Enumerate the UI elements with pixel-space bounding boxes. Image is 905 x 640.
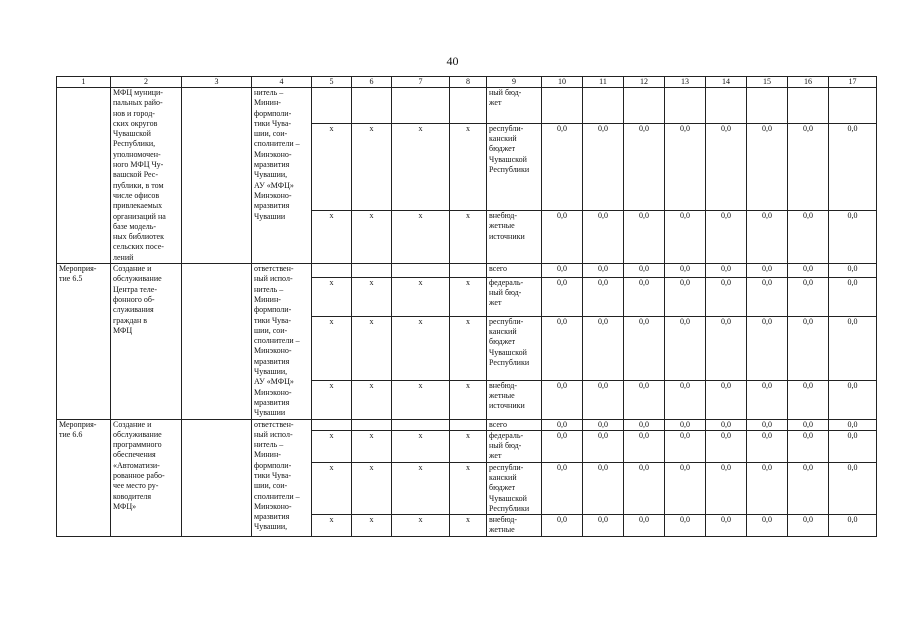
- column-header: 3: [182, 77, 252, 88]
- funding-source-cell-line: бюджет: [489, 483, 516, 493]
- funding-source-cell-line: жетные: [489, 525, 515, 535]
- funding-source-cell-line: Чувашской: [489, 493, 527, 503]
- executor-cell-line: нитель –: [254, 284, 284, 294]
- funding-source-cell-line: бюджет: [489, 337, 516, 347]
- amount-cell: [542, 88, 583, 124]
- funding-source-cell-line: канский: [489, 472, 517, 482]
- code-mark-cell: x: [450, 462, 487, 514]
- code-mark-cell: x: [352, 515, 392, 537]
- amount-cell: 0,0: [829, 380, 877, 419]
- code-mark-cell: x: [450, 316, 487, 380]
- code-mark-cell: x: [392, 515, 450, 537]
- code-mark-cell: x: [450, 277, 487, 316]
- executor-cell-line: Минин-: [254, 450, 281, 460]
- column-header: 1: [57, 77, 111, 88]
- activity-name-cell-line: обслуживание: [113, 274, 162, 284]
- amount-cell: 0,0: [624, 316, 665, 380]
- executor-cell: [252, 88, 312, 264]
- amount-cell: 0,0: [747, 277, 788, 316]
- header-row: [57, 77, 877, 88]
- funding-source-cell-line: внебюд-: [489, 380, 517, 390]
- activity-name-cell-line: уполномочен-: [113, 149, 161, 159]
- column-header: 15: [747, 77, 788, 88]
- activity-name-cell: [111, 419, 182, 536]
- code-mark-cell: x: [352, 316, 392, 380]
- executor-cell-line: шии, сои-: [254, 129, 288, 139]
- column-header: 11: [583, 77, 624, 88]
- table-row: [57, 264, 877, 278]
- code-mark-cell: x: [312, 380, 352, 419]
- executor-cell: [252, 419, 312, 536]
- amount-cell: 0,0: [788, 211, 829, 264]
- column-header: 5: [312, 77, 352, 88]
- amount-cell: 0,0: [747, 419, 788, 430]
- activity-name-cell-line: ководителя: [113, 491, 152, 501]
- amount-cell: 0,0: [542, 430, 583, 462]
- executor-cell-line: шии, сои-: [254, 325, 288, 335]
- executor-cell-line: мразвития: [254, 201, 290, 211]
- executor-cell-line: нитель –: [254, 440, 284, 450]
- activity-name-cell-line: лений: [113, 252, 134, 262]
- code-mark-cell: x: [392, 462, 450, 514]
- amount-cell: 0,0: [747, 430, 788, 462]
- amount-cell: 0,0: [747, 380, 788, 419]
- funding-source-cell-line: федераль-: [489, 277, 524, 287]
- table-row: [57, 88, 877, 124]
- executor-cell-line: АУ «МФЦ»: [254, 180, 294, 190]
- code-mark-cell: [352, 264, 392, 278]
- amount-cell: 0,0: [583, 462, 624, 514]
- amount-cell: 0,0: [583, 264, 624, 278]
- executor-cell-line: шии, сои-: [254, 481, 288, 491]
- amount-cell: 0,0: [788, 277, 829, 316]
- column-header: 10: [542, 77, 583, 88]
- amount-cell: 0,0: [542, 380, 583, 419]
- code-mark-cell: x: [392, 316, 450, 380]
- funding-source-cell-line: бюджет: [489, 144, 516, 154]
- executor-cell-line: Чувашии: [254, 211, 286, 221]
- empty-cell: [182, 88, 252, 264]
- amount-cell: 0,0: [542, 462, 583, 514]
- code-mark-cell: x: [352, 380, 392, 419]
- amount-cell: 0,0: [706, 123, 747, 210]
- executor-cell-line: Минин-: [254, 98, 281, 108]
- amount-cell: 0,0: [706, 264, 747, 278]
- amount-cell: 0,0: [542, 123, 583, 210]
- activity-name-cell-line: Республики,: [113, 139, 156, 149]
- column-header: 16: [788, 77, 829, 88]
- amount-cell: 0,0: [624, 419, 665, 430]
- activity-name-cell-line: организаций на: [113, 211, 166, 221]
- amount-cell: 0,0: [829, 316, 877, 380]
- amount-cell: 0,0: [829, 419, 877, 430]
- column-header: 7: [392, 77, 450, 88]
- code-mark-cell: [312, 264, 352, 278]
- funding-source-cell: [487, 515, 542, 537]
- column-header: 14: [706, 77, 747, 88]
- code-mark-cell: [450, 88, 487, 124]
- amount-cell: 0,0: [542, 419, 583, 430]
- funding-source-cell: [487, 419, 542, 430]
- activity-name-cell-line: ских округов: [113, 118, 158, 128]
- amount-cell: [583, 88, 624, 124]
- activity-name-cell-line: нов и город-: [113, 108, 155, 118]
- funding-source-cell-line: ный бюд-: [489, 441, 522, 451]
- amount-cell: 0,0: [665, 380, 706, 419]
- funding-source-cell: [487, 264, 542, 278]
- activity-name-cell-line: программного: [113, 440, 162, 450]
- executor-cell-line: ответствен-: [254, 419, 294, 429]
- funding-source-cell-line: республи-: [489, 462, 524, 472]
- executor-cell-line: формполи-: [254, 460, 292, 470]
- executor-cell-line: формполи-: [254, 305, 292, 315]
- activity-name-cell-line: сельских посе-: [113, 242, 164, 252]
- amount-cell: 0,0: [583, 123, 624, 210]
- amount-cell: 0,0: [665, 515, 706, 537]
- amount-cell: 0,0: [665, 419, 706, 430]
- amount-cell: 0,0: [829, 430, 877, 462]
- amount-cell: 0,0: [706, 419, 747, 430]
- amount-cell: 0,0: [788, 515, 829, 537]
- funding-source-cell-line: ный бюд-: [489, 88, 522, 97]
- activity-name-cell-line: МФЦ: [113, 325, 133, 335]
- empty-cell: [182, 264, 252, 419]
- amount-cell: 0,0: [665, 277, 706, 316]
- amount-cell: [665, 88, 706, 124]
- amount-cell: 0,0: [665, 462, 706, 514]
- activity-name-cell-line: ного МФЦ Чу-: [113, 160, 164, 170]
- amount-cell: 0,0: [706, 277, 747, 316]
- amount-cell: 0,0: [829, 462, 877, 514]
- activity-number-cell: [57, 88, 111, 264]
- code-mark-cell: x: [312, 462, 352, 514]
- executor-cell: [252, 264, 312, 419]
- code-mark-cell: x: [392, 380, 450, 419]
- activity-name-cell-line: Чувашской: [113, 129, 151, 139]
- executor-cell-line: ный испол-: [254, 429, 293, 439]
- activity-number-cell-line: Мероприя-: [59, 264, 97, 274]
- column-header: 4: [252, 77, 312, 88]
- amount-cell: 0,0: [788, 123, 829, 210]
- executor-cell-line: Минин-: [254, 294, 281, 304]
- funding-source-cell-line: всего: [489, 264, 508, 274]
- code-mark-cell: [450, 419, 487, 430]
- activity-number-cell-line: тие 6.5: [59, 274, 83, 284]
- amount-cell: 0,0: [542, 264, 583, 278]
- table-row: [57, 419, 877, 430]
- amount-cell: 0,0: [624, 264, 665, 278]
- amount-cell: 0,0: [706, 462, 747, 514]
- executor-cell-line: ный испол-: [254, 274, 293, 284]
- code-mark-cell: x: [312, 211, 352, 264]
- amount-cell: [624, 88, 665, 124]
- executor-cell-line: Чувашии,: [254, 170, 288, 180]
- amount-cell: 0,0: [583, 316, 624, 380]
- amount-cell: 0,0: [583, 430, 624, 462]
- amount-cell: 0,0: [747, 264, 788, 278]
- amount-cell: [747, 88, 788, 124]
- column-header: 8: [450, 77, 487, 88]
- executor-cell-line: АУ «МФЦ»: [254, 377, 294, 387]
- executor-cell-line: мразвития: [254, 397, 290, 407]
- budget-table: [56, 76, 877, 537]
- amount-cell: [788, 88, 829, 124]
- activity-name-cell-line: привлекаемых: [113, 201, 163, 211]
- funding-source-cell-line: источники: [489, 401, 525, 411]
- funding-source-cell-line: внебюд-: [489, 211, 517, 221]
- code-mark-cell: x: [312, 430, 352, 462]
- code-mark-cell: x: [352, 211, 392, 264]
- funding-source-cell: [487, 277, 542, 316]
- amount-cell: 0,0: [829, 211, 877, 264]
- amount-cell: 0,0: [624, 211, 665, 264]
- amount-cell: 0,0: [665, 211, 706, 264]
- amount-cell: 0,0: [706, 211, 747, 264]
- executor-cell-line: Минэконо-: [254, 346, 292, 356]
- activity-name-cell-line: обслуживание: [113, 429, 162, 439]
- code-mark-cell: [392, 419, 450, 430]
- funding-source-cell-line: Республики: [489, 165, 530, 175]
- amount-cell: 0,0: [542, 211, 583, 264]
- amount-cell: 0,0: [706, 430, 747, 462]
- amount-cell: 0,0: [788, 316, 829, 380]
- funding-source-cell-line: жет: [489, 298, 502, 308]
- amount-cell: 0,0: [665, 123, 706, 210]
- amount-cell: 0,0: [829, 264, 877, 278]
- activity-name-cell-line: вашской Рес-: [113, 170, 159, 180]
- amount-cell: 0,0: [829, 123, 877, 210]
- code-mark-cell: [312, 419, 352, 430]
- amount-cell: 0,0: [624, 380, 665, 419]
- amount-cell: 0,0: [665, 264, 706, 278]
- funding-source-cell-line: источники: [489, 231, 525, 241]
- amount-cell: 0,0: [706, 515, 747, 537]
- amount-cell: 0,0: [706, 316, 747, 380]
- executor-cell-line: сполнители –: [254, 139, 300, 149]
- funding-source-cell-line: канский: [489, 326, 517, 336]
- executor-cell-line: Минэконо-: [254, 501, 292, 511]
- executor-cell-line: Минэконо-: [254, 387, 292, 397]
- code-mark-cell: [352, 419, 392, 430]
- amount-cell: 0,0: [542, 515, 583, 537]
- funding-source-cell: [487, 462, 542, 514]
- activity-name-cell-line: Создание и: [113, 419, 152, 429]
- executor-cell-line: Чувашии,: [254, 367, 288, 377]
- amount-cell: 0,0: [788, 264, 829, 278]
- amount-cell: 0,0: [583, 515, 624, 537]
- funding-source-cell-line: жет: [489, 98, 502, 108]
- code-mark-cell: x: [450, 430, 487, 462]
- executor-cell-line: сполнители –: [254, 336, 300, 346]
- amount-cell: 0,0: [542, 316, 583, 380]
- executor-cell-line: мразвития: [254, 512, 290, 522]
- activity-name-cell-line: Создание и: [113, 264, 152, 274]
- executor-cell-line: нитель –: [254, 88, 284, 97]
- code-mark-cell: x: [392, 211, 450, 264]
- code-mark-cell: x: [352, 123, 392, 210]
- column-header: 13: [665, 77, 706, 88]
- funding-source-cell: [487, 211, 542, 264]
- amount-cell: 0,0: [665, 316, 706, 380]
- amount-cell: 0,0: [829, 277, 877, 316]
- activity-name-cell-line: публики, в том: [113, 180, 164, 190]
- executor-cell-line: тики Чува-: [254, 315, 292, 325]
- code-mark-cell: x: [352, 277, 392, 316]
- funding-source-cell-line: внебюд-: [489, 515, 517, 525]
- funding-source-cell-line: Республики: [489, 357, 530, 367]
- amount-cell: 0,0: [583, 419, 624, 430]
- funding-source-cell-line: канский: [489, 134, 517, 144]
- activity-number-cell: [57, 264, 111, 419]
- activity-name-cell-line: рованное рабо-: [113, 470, 165, 480]
- amount-cell: 0,0: [583, 211, 624, 264]
- amount-cell: 0,0: [583, 277, 624, 316]
- code-mark-cell: [392, 264, 450, 278]
- empty-cell: [182, 419, 252, 536]
- activity-name-cell-line: служивания: [113, 305, 154, 315]
- amount-cell: [829, 88, 877, 124]
- activity-number-cell: [57, 419, 111, 536]
- code-mark-cell: x: [450, 380, 487, 419]
- code-mark-cell: [392, 88, 450, 124]
- activity-name-cell-line: Центра теле-: [113, 284, 158, 294]
- amount-cell: 0,0: [747, 515, 788, 537]
- activity-name-cell-line: пальных райо-: [113, 98, 163, 108]
- code-mark-cell: [312, 88, 352, 124]
- amount-cell: 0,0: [829, 515, 877, 537]
- amount-cell: 0,0: [788, 430, 829, 462]
- activity-name-cell-line: числе офисов: [113, 190, 160, 200]
- amount-cell: 0,0: [788, 462, 829, 514]
- code-mark-cell: x: [450, 515, 487, 537]
- funding-source-cell-line: Республики: [489, 503, 530, 513]
- funding-source-cell-line: всего: [489, 419, 508, 429]
- funding-source-cell-line: жетные: [489, 390, 515, 400]
- code-mark-cell: x: [392, 430, 450, 462]
- amount-cell: 0,0: [665, 430, 706, 462]
- page-number: 40: [446, 54, 459, 68]
- code-mark-cell: [352, 88, 392, 124]
- column-header: 17: [829, 77, 877, 88]
- column-header: 6: [352, 77, 392, 88]
- executor-cell-line: тики Чува-: [254, 470, 292, 480]
- executor-cell-line: мразвития: [254, 356, 290, 366]
- funding-source-cell: [487, 123, 542, 210]
- executor-cell-line: Чувашии: [254, 408, 286, 418]
- funding-source-cell-line: республи-: [489, 316, 524, 326]
- activity-name-cell: [111, 88, 182, 264]
- funding-source-cell: [487, 316, 542, 380]
- amount-cell: 0,0: [788, 419, 829, 430]
- code-mark-cell: x: [450, 211, 487, 264]
- column-header: 9: [487, 77, 542, 88]
- funding-source-cell: [487, 380, 542, 419]
- activity-name-cell-line: чее место ру-: [113, 481, 159, 491]
- executor-cell-line: мразвития: [254, 160, 290, 170]
- amount-cell: 0,0: [747, 462, 788, 514]
- activity-name-cell-line: МФЦ»: [113, 501, 137, 511]
- funding-source-cell-line: федераль-: [489, 430, 524, 440]
- activity-number-cell-line: тие 6.6: [59, 429, 83, 439]
- amount-cell: 0,0: [624, 277, 665, 316]
- amount-cell: 0,0: [747, 211, 788, 264]
- code-mark-cell: x: [392, 123, 450, 210]
- amount-cell: 0,0: [624, 430, 665, 462]
- code-mark-cell: x: [312, 277, 352, 316]
- amount-cell: 0,0: [788, 380, 829, 419]
- code-mark-cell: x: [450, 123, 487, 210]
- amount-cell: 0,0: [624, 123, 665, 210]
- executor-cell-line: ответствен-: [254, 264, 294, 274]
- funding-source-cell-line: ный бюд-: [489, 288, 522, 298]
- amount-cell: 0,0: [747, 123, 788, 210]
- code-mark-cell: x: [392, 277, 450, 316]
- executor-cell-line: Минэконо-: [254, 149, 292, 159]
- amount-cell: 0,0: [706, 380, 747, 419]
- amount-cell: 0,0: [542, 277, 583, 316]
- funding-source-cell-line: Чувашской: [489, 154, 527, 164]
- executor-cell-line: Чувашии,: [254, 522, 288, 532]
- activity-name-cell-line: ных библиотек: [113, 232, 164, 242]
- funding-source-cell-line: жет: [489, 451, 502, 461]
- amount-cell: 0,0: [624, 515, 665, 537]
- amount-cell: 0,0: [624, 462, 665, 514]
- funding-source-cell-line: республи-: [489, 123, 524, 133]
- amount-cell: 0,0: [583, 380, 624, 419]
- activity-name-cell-line: МФЦ муници-: [113, 88, 163, 97]
- code-mark-cell: x: [312, 316, 352, 380]
- executor-cell-line: сполнители –: [254, 491, 300, 501]
- funding-source-cell-line: Чувашской: [489, 347, 527, 357]
- code-mark-cell: x: [312, 515, 352, 537]
- activity-name-cell-line: обеспечения: [113, 450, 156, 460]
- executor-cell-line: Минэконо-: [254, 190, 292, 200]
- amount-cell: [706, 88, 747, 124]
- executor-cell-line: тики Чува-: [254, 118, 292, 128]
- column-header: 2: [111, 77, 182, 88]
- activity-name-cell: [111, 264, 182, 419]
- code-mark-cell: x: [352, 462, 392, 514]
- executor-cell-line: формполи-: [254, 108, 292, 118]
- funding-source-cell: [487, 430, 542, 462]
- code-mark-cell: x: [312, 123, 352, 210]
- activity-number-cell-line: Мероприя-: [59, 419, 97, 429]
- activity-name-cell-line: граждан в: [113, 315, 148, 325]
- funding-source-cell: [487, 88, 542, 124]
- code-mark-cell: [450, 264, 487, 278]
- code-mark-cell: x: [352, 430, 392, 462]
- activity-name-cell-line: «Автоматизи-: [113, 460, 160, 470]
- amount-cell: 0,0: [747, 316, 788, 380]
- activity-name-cell-line: фонного об-: [113, 294, 155, 304]
- column-header: 12: [624, 77, 665, 88]
- activity-name-cell-line: базе модель-: [113, 221, 157, 231]
- funding-source-cell-line: жетные: [489, 221, 515, 231]
